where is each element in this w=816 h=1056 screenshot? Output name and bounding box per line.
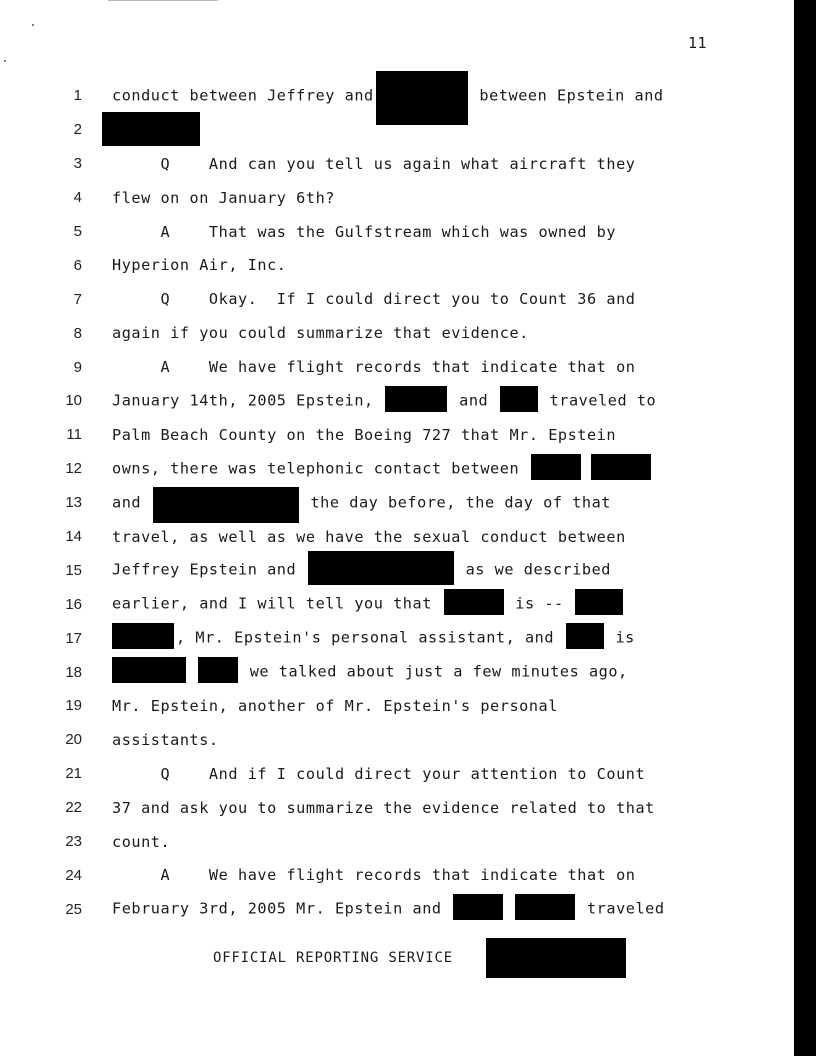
line-text [100, 113, 202, 147]
redaction-box [153, 487, 299, 523]
line-text: Jeffrey Epstein and as we described [112, 553, 611, 587]
redaction-box [591, 454, 651, 480]
transcript-line [0, 79, 794, 113]
line-number: 10 [65, 392, 82, 410]
line-number: 23 [65, 833, 82, 851]
transcript-line [0, 689, 794, 723]
line-text: Hyperion Air, Inc. [112, 256, 287, 275]
line-number: 1 [73, 87, 82, 105]
transcript-line [0, 757, 794, 791]
line-text: again if you could summarize that evidence. [112, 324, 529, 343]
transcript-line [0, 181, 794, 215]
transcript-line [0, 621, 794, 655]
line-number: 24 [65, 866, 82, 884]
transcript-line [0, 113, 794, 147]
line-number: 11 [66, 426, 82, 444]
transcript-body [0, 79, 794, 926]
scan-speck [4, 60, 6, 62]
line-text: , Mr. Epstein's personal assistant, and is [112, 625, 635, 651]
line-number: 4 [73, 189, 82, 207]
redaction-box [198, 657, 238, 683]
line-number: 13 [65, 494, 82, 512]
redaction-box [112, 623, 174, 649]
transcript-line [0, 553, 794, 587]
footer-reporting-service: OFFICIAL REPORTING SERVICE [213, 950, 453, 966]
line-number: 20 [65, 731, 82, 749]
line-text: February 3rd, 2005 Mr. Epstein and traveled [112, 896, 665, 922]
redaction-box [531, 454, 581, 480]
line-number: 18 [65, 663, 82, 681]
line-text: earlier, and I will tell you that is -- [112, 591, 625, 617]
line-number: 5 [73, 223, 82, 240]
scan-artifact-line [108, 0, 218, 1]
transcript-line [0, 723, 794, 757]
line-text: 37 and ask you to summarize the evidence related to that [112, 798, 655, 817]
line-text: Palm Beach County on the Boeing 727 that Mr. Epstein [112, 425, 617, 444]
transcript-line [0, 791, 794, 825]
line-number: 3 [73, 155, 82, 173]
line-text: Q Okay. If I could direct you to Count 36 and [112, 290, 636, 309]
transcript-line [0, 825, 794, 859]
line-text: A We have flight records that indicate that on [112, 866, 636, 885]
line-text: Mr. Epstein, another of Mr. Epstein's personal [112, 696, 558, 715]
transcript-line [0, 316, 794, 350]
transcript-line [0, 520, 794, 554]
transcript-line [0, 215, 794, 249]
scan-right-edge [794, 0, 816, 1056]
line-text: A We have flight records that indicate that on [112, 358, 636, 377]
line-number: 9 [73, 358, 82, 376]
redaction-box [444, 589, 504, 615]
redaction-box [385, 386, 447, 412]
line-text: Q And if I could direct your attention to Count [112, 764, 646, 783]
line-number: 22 [65, 799, 82, 817]
page-number: 11 [688, 34, 708, 52]
redaction-box [566, 623, 604, 649]
redaction-box [500, 386, 538, 412]
line-number: 21 [65, 765, 82, 783]
scan-speck [32, 24, 34, 26]
line-number: 15 [65, 561, 82, 579]
transcript-line [0, 587, 794, 621]
transcript-line [0, 248, 794, 282]
line-number: 7 [73, 290, 82, 308]
line-number: 6 [73, 256, 82, 274]
line-number: 8 [73, 324, 82, 342]
transcript-line [0, 418, 794, 452]
transcript-line [0, 282, 794, 316]
redaction-box [112, 657, 186, 683]
transcript-line [0, 858, 794, 892]
transcript-line [0, 655, 794, 689]
line-text: Q And can you tell us again what aircraft they [112, 154, 636, 173]
line-text: owns, there was telephonic contact between [112, 456, 653, 482]
line-number: 19 [65, 697, 82, 715]
line-text: conduct between Jeffrey and between Epstein and [112, 69, 664, 123]
transcript-line [0, 384, 794, 418]
line-text: A That was the Gulfstream which was owned by [112, 222, 617, 241]
transcript-line [0, 452, 794, 486]
transcript-line [0, 147, 794, 181]
transcript-line [0, 486, 794, 520]
line-text: flew on on January 6th? [112, 188, 335, 207]
line-number: 16 [65, 595, 82, 613]
line-number: 25 [65, 900, 82, 918]
transcript-line [0, 350, 794, 384]
line-number: 12 [65, 460, 82, 478]
line-number: 17 [65, 629, 82, 647]
line-number: 14 [65, 528, 82, 546]
line-text: January 14th, 2005 Epstein, and traveled to [112, 388, 656, 414]
redaction-box [453, 894, 503, 920]
line-text: travel, as well as we have the sexual conduct between [112, 527, 626, 546]
line-number: 2 [73, 121, 82, 139]
line-text: assistants. [112, 730, 219, 749]
redaction-box [515, 894, 575, 920]
transcript-line [0, 892, 794, 926]
redaction-box [308, 551, 454, 585]
line-text: and the day before, the day of that [112, 485, 611, 521]
redaction-box [575, 589, 623, 615]
line-text: count. [112, 832, 171, 851]
redaction-box [102, 112, 200, 146]
redaction-box [486, 938, 626, 978]
line-text: we talked about just a few minutes ago, [112, 659, 628, 685]
